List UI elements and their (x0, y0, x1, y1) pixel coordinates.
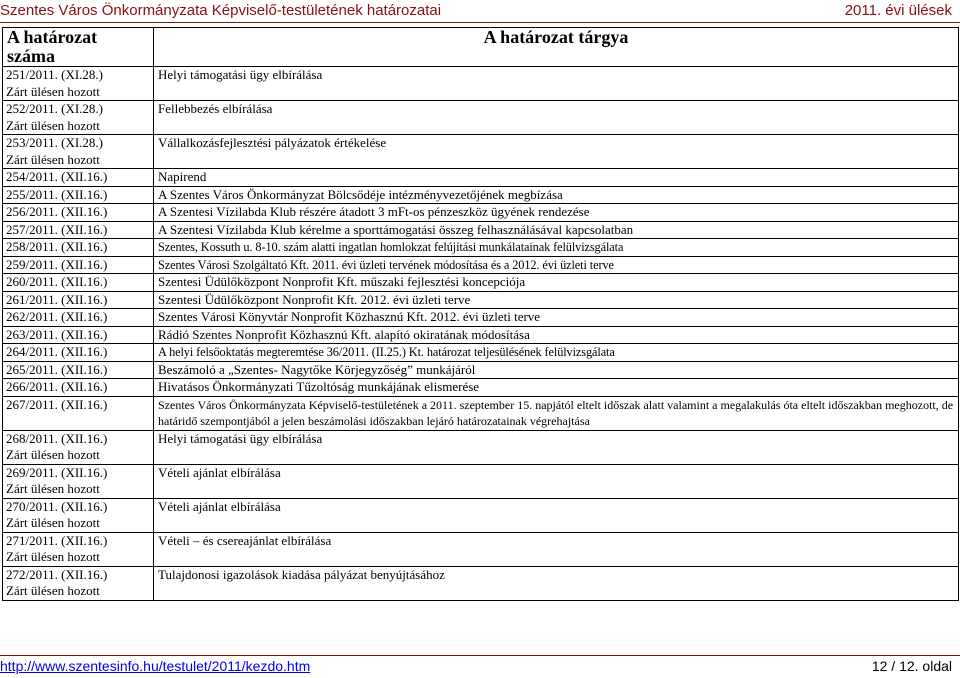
resolution-number: 268/2011. (XII.16.) (6, 430, 108, 446)
resolution-number: 261/2011. (XII.16.) (6, 291, 108, 307)
resolution-number: 252/2011. (XI.28.) (6, 101, 104, 116)
header-divider (0, 22, 960, 23)
resolution-number-cell (3, 169, 154, 187)
resolution-number: 267/2011. (XII.16.) (6, 396, 108, 412)
resolution-subject: Napirend (158, 169, 207, 184)
closed-session-note: Zárt ülésen hozott (6, 447, 100, 462)
resolution-subject-cell (154, 67, 959, 101)
resolution-subject: A helyi felsőoktatás megteremtése 36/2011. (II.25.) Kt. határozat teljesülésének felülvizsgálata (158, 345, 615, 359)
resolution-number: 255/2011. (XII.16.) (6, 186, 108, 202)
resolution-number-cell (3, 239, 154, 257)
resolution-subject-cell (154, 204, 959, 222)
resolution-subject-cell (154, 532, 959, 566)
resolutions-table (2, 27, 959, 601)
resolution-subject-cell (154, 464, 959, 498)
resolution-subject-cell (154, 101, 959, 135)
resolution-subject-cell (154, 379, 959, 397)
resolution-subject-cell (154, 256, 959, 274)
table-row (3, 430, 959, 464)
resolution-subject: Vételi ajánlat elbírálása (158, 498, 281, 514)
resolution-number-cell (3, 256, 154, 274)
resolution-subject: Vételi ajánlat elbírálása (158, 464, 281, 480)
resolution-number: 269/2011. (XII.16.) (6, 464, 108, 480)
resolution-subject-cell (154, 326, 959, 344)
column-header-number: A határozat száma (3, 28, 154, 67)
resolution-number-cell (3, 274, 154, 292)
resolution-subject: Fellebbezés elbírálása (158, 101, 273, 116)
resolution-number: 253/2011. (XI.28.) (6, 135, 104, 150)
table-row (3, 291, 959, 309)
document-year: 2011. évi ülések (844, 2, 952, 19)
column-header-subject: A határozat tárgya (154, 28, 959, 67)
resolution-number: 258/2011. (XII.16.) (6, 239, 108, 254)
resolution-number-cell (3, 186, 154, 204)
table-row (3, 379, 959, 397)
resolution-number-cell (3, 361, 154, 379)
resolution-subject: A Szentesi Vízilabda Klub kérelme a sporttámogatási összeg felhasználásával kapcsolatban (158, 221, 634, 237)
resolution-subject: Vállalkozásfejlesztési pályázatok értékelése (158, 135, 387, 150)
resolution-subject-cell (154, 135, 959, 169)
resolution-subject-cell (154, 221, 959, 239)
table-body (3, 67, 959, 601)
resolution-number-cell (3, 291, 154, 309)
resolution-number-cell (3, 379, 154, 397)
resolution-subject: Szentesi Üdülőközpont Nonprofit Kft. 2012. évi üzleti terve (158, 291, 471, 307)
resolution-number-cell (3, 309, 154, 327)
resolution-number-cell (3, 532, 154, 566)
closed-session-note: Zárt ülésen hozott (6, 549, 100, 564)
table-row (3, 101, 959, 135)
resolution-number-cell (3, 498, 154, 532)
resolution-subject-cell (154, 309, 959, 327)
resolution-number: 265/2011. (XII.16.) (6, 361, 108, 377)
page-footer (0, 658, 960, 678)
table-row (3, 309, 959, 327)
resolution-subject: A Szentesi Vízilabda Klub részére átadott 3 mFt-os pénzeszköz ügyének rendezése (158, 204, 590, 219)
resolution-subject-cell (154, 396, 959, 430)
resolution-number: 259/2011. (XII.16.) (6, 256, 108, 272)
closed-session-note: Zárt ülésen hozott (6, 117, 100, 133)
table-row (3, 344, 959, 362)
resolution-subject: Szentes Város Önkormányzata Képviselő-testületének a 2011. szeptember 15. napjától eltelt időszak alatt valamint a megalakulás óta eltelt időszakban meghozott, de határidő szempontjából a jelen beszámolási időszakban lejáró határozatainak végrehajtása (158, 397, 954, 428)
resolution-subject: Vételi – és csereajánlat elbírálása (158, 532, 332, 548)
resolution-number: 270/2011. (XII.16.) (6, 498, 108, 514)
resolution-number: 262/2011. (XII.16.) (6, 309, 108, 324)
resolution-subject-cell (154, 239, 959, 257)
resolution-number-cell (3, 135, 154, 169)
resolution-number-cell (3, 67, 154, 101)
table-row (3, 396, 959, 430)
resolution-subject: Helyi támogatási ügy elbírálása (158, 67, 323, 82)
table-row (3, 361, 959, 379)
table-header-row (3, 28, 959, 67)
resolution-number: 272/2011. (XII.16.) (6, 566, 108, 582)
table-row (3, 135, 959, 169)
closed-session-note: Zárt ülésen hozott (6, 583, 100, 598)
table-row (3, 532, 959, 566)
closed-session-note: Zárt ülésen hozott (6, 151, 100, 167)
table-row (3, 221, 959, 239)
page-number: 12 / 12. oldal (871, 658, 952, 674)
resolution-subject: Rádió Szentes Nonprofit Közhasznú Kft. alapító okiratának módosítása (158, 326, 530, 342)
table-row (3, 204, 959, 222)
resolution-subject-cell (154, 186, 959, 204)
resolution-subject: Szentes Városi Szolgáltató Kft. 2011. évi üzleti tervének módosítása és a 2012. évi üzleti terve (158, 257, 614, 272)
footer-divider (0, 655, 960, 656)
resolution-subject-cell (154, 498, 959, 532)
resolution-number: 264/2011. (XII.16.) (6, 344, 108, 359)
page-header (0, 0, 960, 24)
resolution-number-cell (3, 101, 154, 135)
resolution-subject: Helyi támogatási ügy elbírálása (158, 430, 323, 446)
resolution-number-cell (3, 221, 154, 239)
resolution-number-cell (3, 344, 154, 362)
resolution-number-cell (3, 326, 154, 344)
closed-session-note: Zárt ülésen hozott (6, 481, 100, 496)
table-row (3, 566, 959, 600)
resolution-subject-cell (154, 344, 959, 362)
closed-session-note: Zárt ülésen hozott (6, 83, 100, 99)
resolution-subject: Tulajdonosi igazolások kiadása pályázat benyújtásához (158, 566, 445, 582)
resolution-subject-cell (154, 430, 959, 464)
resolution-subject-cell (154, 274, 959, 292)
resolution-number-cell (3, 566, 154, 600)
table-row (3, 169, 959, 187)
table-row (3, 326, 959, 344)
table-row (3, 464, 959, 498)
resolution-subject-cell (154, 361, 959, 379)
table-row (3, 67, 959, 101)
resolution-subject: Beszámoló a „Szentes- Nagytőke Körjegyzőség” munkájáról (158, 361, 476, 377)
resolution-subject-cell (154, 566, 959, 600)
resolution-number: 257/2011. (XII.16.) (6, 221, 108, 237)
resolution-number: 256/2011. (XII.16.) (6, 204, 108, 219)
resolution-number-cell (3, 464, 154, 498)
resolution-subject-cell (154, 291, 959, 309)
table-row (3, 186, 959, 204)
resolution-number: 263/2011. (XII.16.) (6, 326, 108, 342)
resolution-number: 271/2011. (XII.16.) (6, 532, 108, 548)
table-row (3, 256, 959, 274)
resolution-subject: Szentes Városi Könyvtár Nonprofit Közhasznú Kft. 2012. évi üzleti terve (158, 309, 541, 324)
resolution-subject: A Szentes Város Önkormányzat Bölcsődéje intézményvezetőjének megbízása (158, 186, 563, 202)
resolution-number: 260/2011. (XII.16.) (6, 274, 108, 289)
resolution-number-cell (3, 396, 154, 430)
resolution-number: 254/2011. (XII.16.) (6, 169, 108, 184)
resolution-subject-cell (154, 169, 959, 187)
resolution-number: 266/2011. (XII.16.) (6, 379, 108, 394)
document-title: Szentes Város Önkormányzata Képviselő-testületének határozatai (0, 2, 442, 19)
table-row (3, 274, 959, 292)
resolution-number: 251/2011. (XI.28.) (6, 67, 104, 82)
source-link[interactable]: http://www.szentesinfo.hu/testulet/2011/kezdo.htm (0, 658, 311, 674)
table-row (3, 498, 959, 532)
resolution-number-cell (3, 430, 154, 464)
table-row (3, 239, 959, 257)
resolution-subject: Szentes, Kossuth u. 8-10. szám alatti ingatlan homlokzat felújítási munkálatainak felülvizsgálata (158, 240, 624, 254)
resolution-subject: Szentesi Üdülőközpont Nonprofit Kft. műszaki fejlesztési koncepciója (158, 274, 526, 289)
closed-session-note: Zárt ülésen hozott (6, 515, 100, 530)
resolution-number-cell (3, 204, 154, 222)
resolution-subject: Hivatásos Önkormányzati Tűzoltóság munkájának elismerése (158, 379, 480, 394)
